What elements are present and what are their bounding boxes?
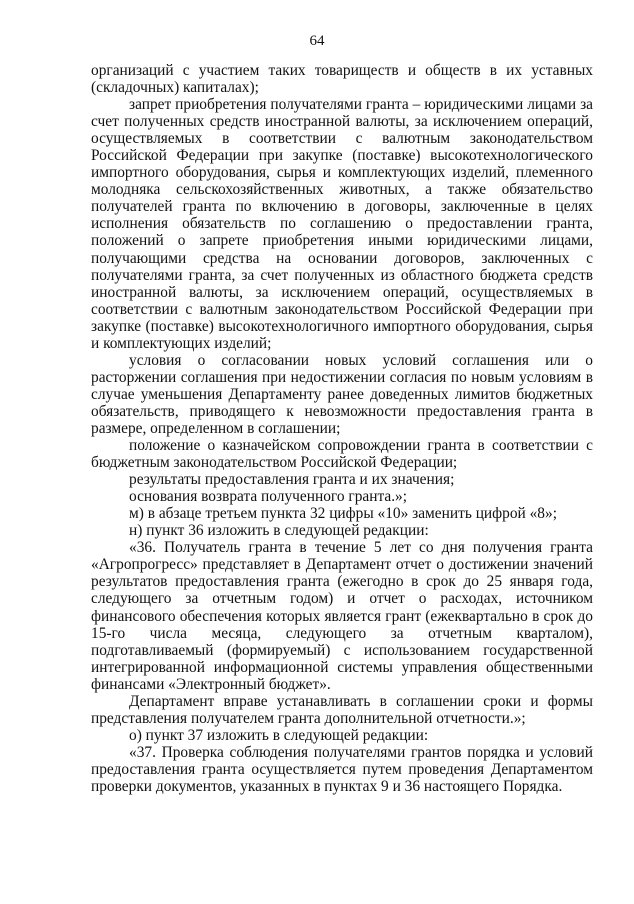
paragraph-5: результаты предоставления гранта и их значения; bbox=[129, 471, 455, 489]
paragraph-3: условия о согласовании новых условий соглашения или о расторжении соглашения при недостижении согласия по новым условиям в случае уменьшения Департаменту ранее доведенных лимитов бюджетных обязательств, приводящего к невозможности предоставления гранта в размере, определенном в соглашении; bbox=[91, 351, 593, 437]
paragraph-2: запрет приобретения получателями гранта – юридическими лицами за счет полученных средств иностранной валюты, за исключением операций, осуществляемых в соответствии с валютным законодательством Российской Федерации при закупке (поставке) высокотехнологического импортного оборудования, сырья и комплектующих изделий, племенного молодняка сельскохозяйственных животных, а также обязательство получателей гранта по включению в договоры, заключенные в целях исполнения обязательств по соглашению о предоставлении гранта, положений о запрете приобретения иными юридическими лицами, получающими средства на основании договоров, заключенных с получателями гранта, за счет полученных из областного бюджета средств иностранной валюты, за исключением операций, осуществляемых в соответствии с валютным законодательством Российской Федерации при закупке (поставке) высокотехнологичного импортного оборудования, сырья и комплектующих изделий; bbox=[91, 96, 593, 352]
paragraph-9: «36. Получатель гранта в течение 5 лет со дня получения гранта «Агропрогресс» представляет в Департамент отчет о достижении значений результатов предоставления гранта (ежегодно в срок до 25 января года, следующего за отчетным годом) и отчет о расходах, источником финансового обеспечения которых является грант (ежеквартально в срок до 15-го числа месяца, следующего за отчетным кварталом), подготавливаемый (формируемый) с использованием государственной интегрированной информационной системы управления общественными финансами «Электронный бюджет». bbox=[91, 539, 593, 693]
paragraph-11: о) пункт 37 изложить в следующей редакции: bbox=[129, 726, 429, 744]
paragraph-10: Департамент вправе устанавливать в соглашении сроки и формы представления получателем гранта дополнительной отчетности.»; bbox=[91, 692, 593, 727]
paragraph-12: «37. Проверка соблюдения получателями грантов порядка и условий предоставления гранта осуществляется путем проведения Департаментом проверки документов, указанных в пунктах 9 и 36 настоящего Порядка. bbox=[91, 743, 593, 795]
document-body bbox=[91, 62, 593, 795]
paragraph-1: организаций с участием таких товариществ и обществ в их уставных (складочных) капиталах); bbox=[91, 62, 593, 97]
paragraph-8: н) пункт 36 изложить в следующей редакции: bbox=[129, 522, 429, 540]
paragraph-7: м) в абзаце третьем пункта 32 цифры «10» заменить цифрой «8»; bbox=[129, 505, 557, 523]
page-number: 64 bbox=[309, 33, 325, 49]
paragraph-6: основания возврата полученного гранта.»; bbox=[129, 488, 408, 506]
paragraph-4: положение о казначейском сопровождении гранта в соответствии с бюджетным законодательством Российской Федерации; bbox=[91, 437, 593, 472]
